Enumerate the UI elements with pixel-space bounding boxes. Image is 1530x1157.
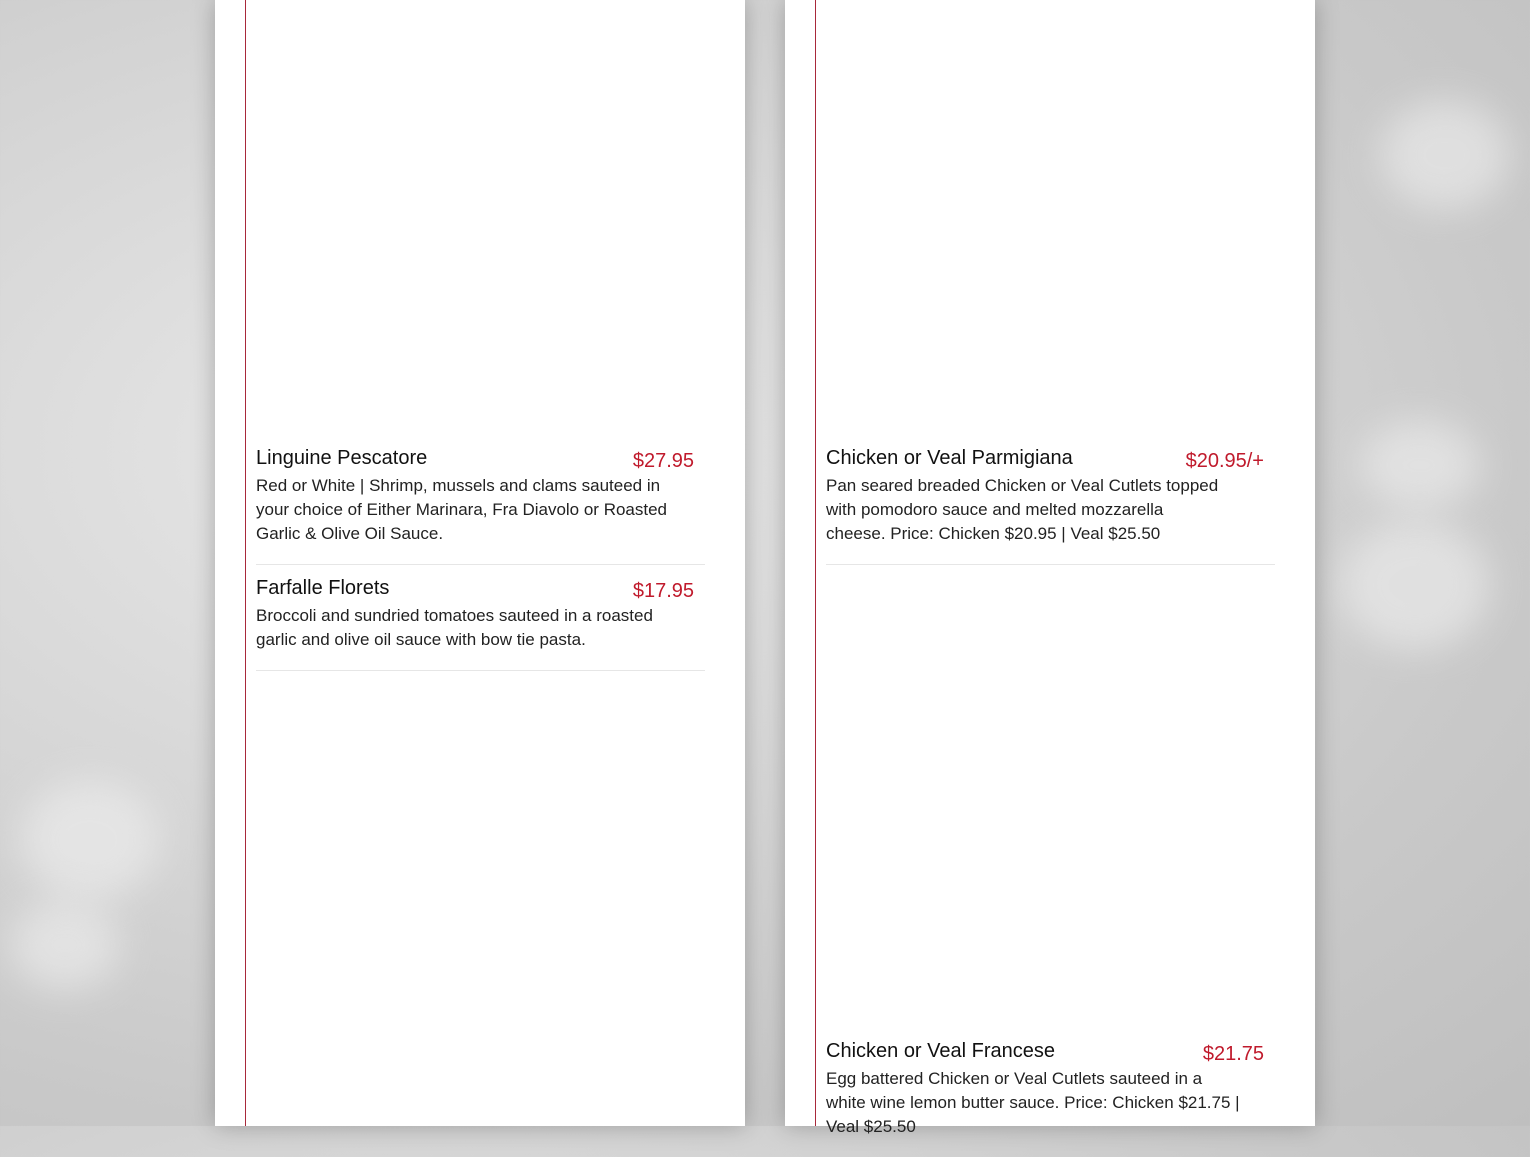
menu-item-description: Broccoli and sundried tomatoes sauteed in a roasted garlic and olive oil sauce with bow tie pasta.: [256, 606, 653, 649]
menu-item-price: $27.95: [632, 450, 694, 472]
background-blur: [20, 780, 160, 900]
menu-item-description: Egg battered Chicken or Veal Cutlets sauteed in a white wine lemon butter sauce. Price: Chicken $21.75 | Veal $25.50: [826, 1069, 1240, 1136]
menu-item-price: $20.95/+: [1185, 450, 1264, 472]
menu-item: [826, 1039, 1275, 1157]
menu-panel-right: [785, 0, 1315, 1136]
menu-item-name: Chicken or Veal Francese: [826, 1040, 1056, 1062]
background-blur: [1380, 100, 1510, 210]
menu-item-price: $17.95: [632, 580, 694, 602]
menu-item: [256, 576, 705, 671]
panel-accent-rule: [245, 0, 246, 1126]
menu-item: [826, 446, 1275, 565]
background-blur: [1340, 520, 1490, 650]
menu-item-description: Red or White | Shrimp, mussels and clams sauteed in your choice of Either Marinara, Fra Diavolo or Roasted Garlic & Olive Oil Sauce.: [256, 476, 668, 543]
menu-item-name: Farfalle Florets: [256, 577, 390, 599]
menu-panel-left: [215, 0, 745, 1126]
panel-accent-rule: [815, 0, 816, 1126]
menu-item-description: Pan seared breaded Chicken or Veal Cutlets topped with pomodoro sauce and melted mozzarella cheese. Price: Chicken $20.95 | Veal $25.50: [826, 476, 1219, 543]
background-blur: [1360, 420, 1480, 510]
menu-item-price: $21.75: [1202, 1043, 1264, 1065]
menu-item-name: Linguine Pescatore: [256, 447, 428, 469]
menu-item: [256, 446, 705, 565]
background-blur: [10, 900, 120, 990]
menu-item-name: Chicken or Veal Parmigiana: [826, 447, 1073, 469]
